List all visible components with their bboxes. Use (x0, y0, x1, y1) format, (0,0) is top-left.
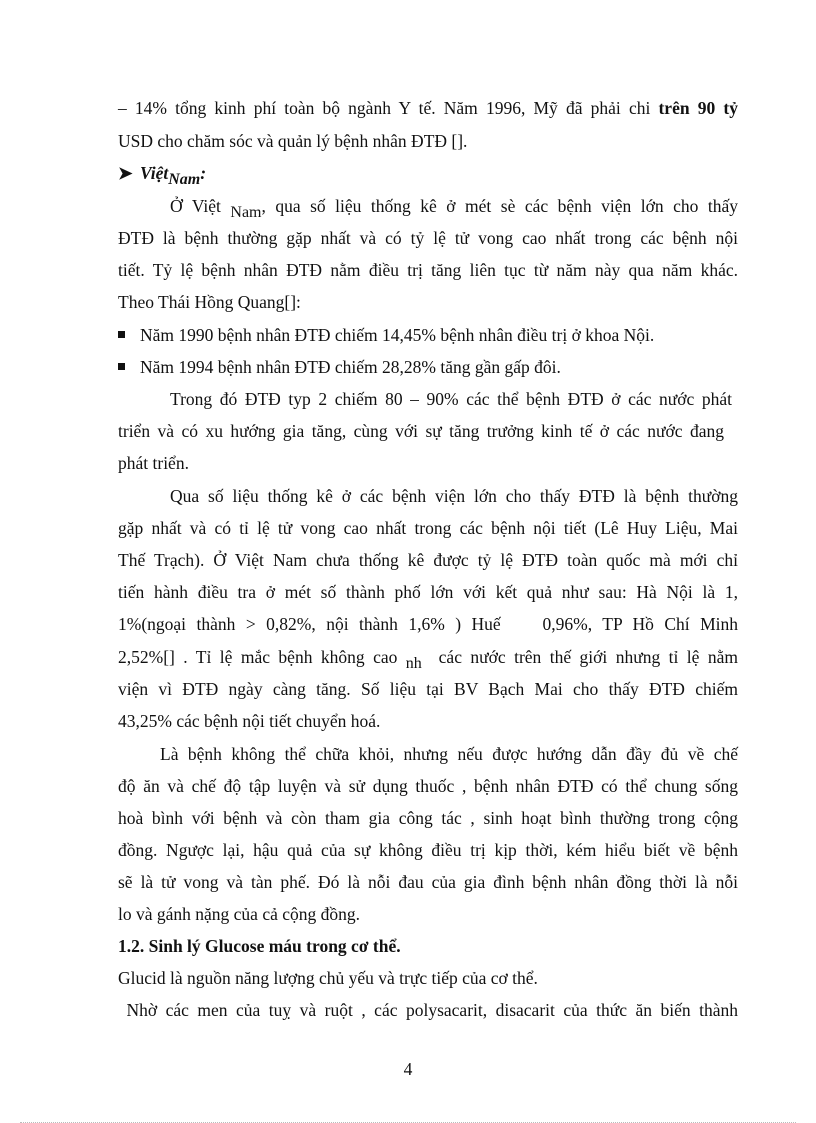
heading-text: : (200, 163, 207, 183)
heading-text: Nam (168, 171, 201, 188)
text-line: Trong đó ĐTĐ typ 2 chiếm 80 – 90% các thể bệnh ĐTĐ ở các nước phát (170, 389, 732, 409)
arrow-bullet-icon: ➤ (118, 163, 133, 183)
list-item-text: Năm 1994 bệnh nhân ĐTĐ chiếm 28,28% tăng gần gấp đôi. (140, 357, 561, 377)
page-number: 4 (403, 1059, 413, 1079)
text-line: gặp nhất và có tỉ lệ tử vong cao nhất trong các bệnh nội tiết (Lê Huy Liệu, Mai (118, 518, 738, 538)
text-line: 1%(ngoại thành > 0,82%, nội thành 1,6% ) Huế 0,96%, TP Hồ Chí Minh (118, 614, 738, 634)
text-line: Theo Thái Hồng Quang[]: (118, 292, 301, 312)
text-line: ĐTĐ là bệnh thường gặp nhất và có tỷ lệ tử vong cao nhất trong các bệnh nội (118, 228, 738, 248)
heading-text: Việt (140, 163, 169, 183)
square-bullet-icon (118, 363, 125, 370)
text-line: 43,25% các bệnh nội tiết chuyển hoá. (118, 711, 381, 731)
text-run: 2,52%[] . Tỉ lệ mắc bệnh không cao (118, 647, 406, 667)
list-item-text: Năm 1990 bệnh nhân ĐTĐ chiếm 14,45% bệnh nhân điều trị ở khoa Nội. (140, 325, 655, 345)
text-line: Nhờ các men của tuỵ và ruột , các polysacarit, disacarit của thức ăn biến thành (118, 1000, 738, 1020)
text-run: các nước trên thế giới nhưng tỉ lệ nằm (421, 647, 739, 667)
text-line: đồng. Ngược lại, hậu quả của sự không điều trị kịp thời, kém hiểu biết về bệnh (118, 840, 738, 860)
list-item (118, 351, 561, 383)
list-item (118, 319, 654, 351)
square-bullet-icon (118, 331, 125, 338)
text-line: tiết. Tỷ lệ bệnh nhân ĐTĐ nằm điều trị tăng liên tục từ năm này qua năm khác. (118, 260, 738, 280)
text-line: phát triển. (118, 453, 189, 473)
bold-text: trên 90 tỷ (658, 98, 738, 118)
text-line: Thế Trạch). Ở Việt Nam chưa thống kê được tỷ lệ ĐTĐ toàn quốc mà mới chỉ (118, 550, 738, 570)
text-run: Ở Việt (170, 196, 231, 216)
text-run: – 14% tổng kinh phí toàn bộ ngành Y tế. Năm 1996, Mỹ đã phải chi (118, 98, 659, 118)
text-line: Glucid là nguồn năng lượng chủ yếu và trực tiếp của cơ thể. (118, 968, 538, 988)
text-run: Nam (230, 204, 262, 221)
text-line (118, 92, 738, 124)
text-line: Là bệnh không thể chữa khỏi, nhưng nếu được hướng dẫn đầy đủ về chế (160, 744, 738, 764)
text-line: hoà bình với bệnh và còn tham gia công tác , sinh hoạt bình thường trong cộng (118, 808, 738, 828)
text-run: nh (405, 655, 422, 672)
text-line: viện vì ĐTĐ ngày càng tăng. Số liệu tại BV Bạch Mai cho thấy ĐTĐ chiếm (118, 679, 738, 699)
text-run: , qua số liệu thống kê ở mét sè các bệnh viện lớn cho thấy (261, 196, 738, 216)
text-line: sẽ là tử vong và tàn phế. Đó là nỗi đau của gia đình bệnh nhân đồng thời là nỗi (118, 872, 738, 892)
section-heading: 1.2. Sinh lý Glucose máu trong cơ thể. (118, 936, 401, 956)
text-line: độ ăn và chế độ tập luyện và sử dụng thuốc , bệnh nhân ĐTĐ có thể chung sống (118, 776, 738, 796)
text-line: triển và có xu hướng gia tăng, cùng với sự tăng trưởng kinh tế ở các nước đang (118, 421, 724, 441)
text-line: USD cho chăm sóc và quản lý bệnh nhân ĐTĐ []. (118, 131, 468, 151)
text-line: Qua số liệu thống kê ở các bệnh viện lớn cho thấy ĐTĐ là bệnh thường (170, 486, 738, 506)
text-line: lo và gánh nặng của cả cộng đồng. (118, 904, 361, 924)
text-line: tiến hành điều tra ở mét số thành phố lớn với kết quả như sau: Hà Nội là 1, (118, 582, 738, 602)
